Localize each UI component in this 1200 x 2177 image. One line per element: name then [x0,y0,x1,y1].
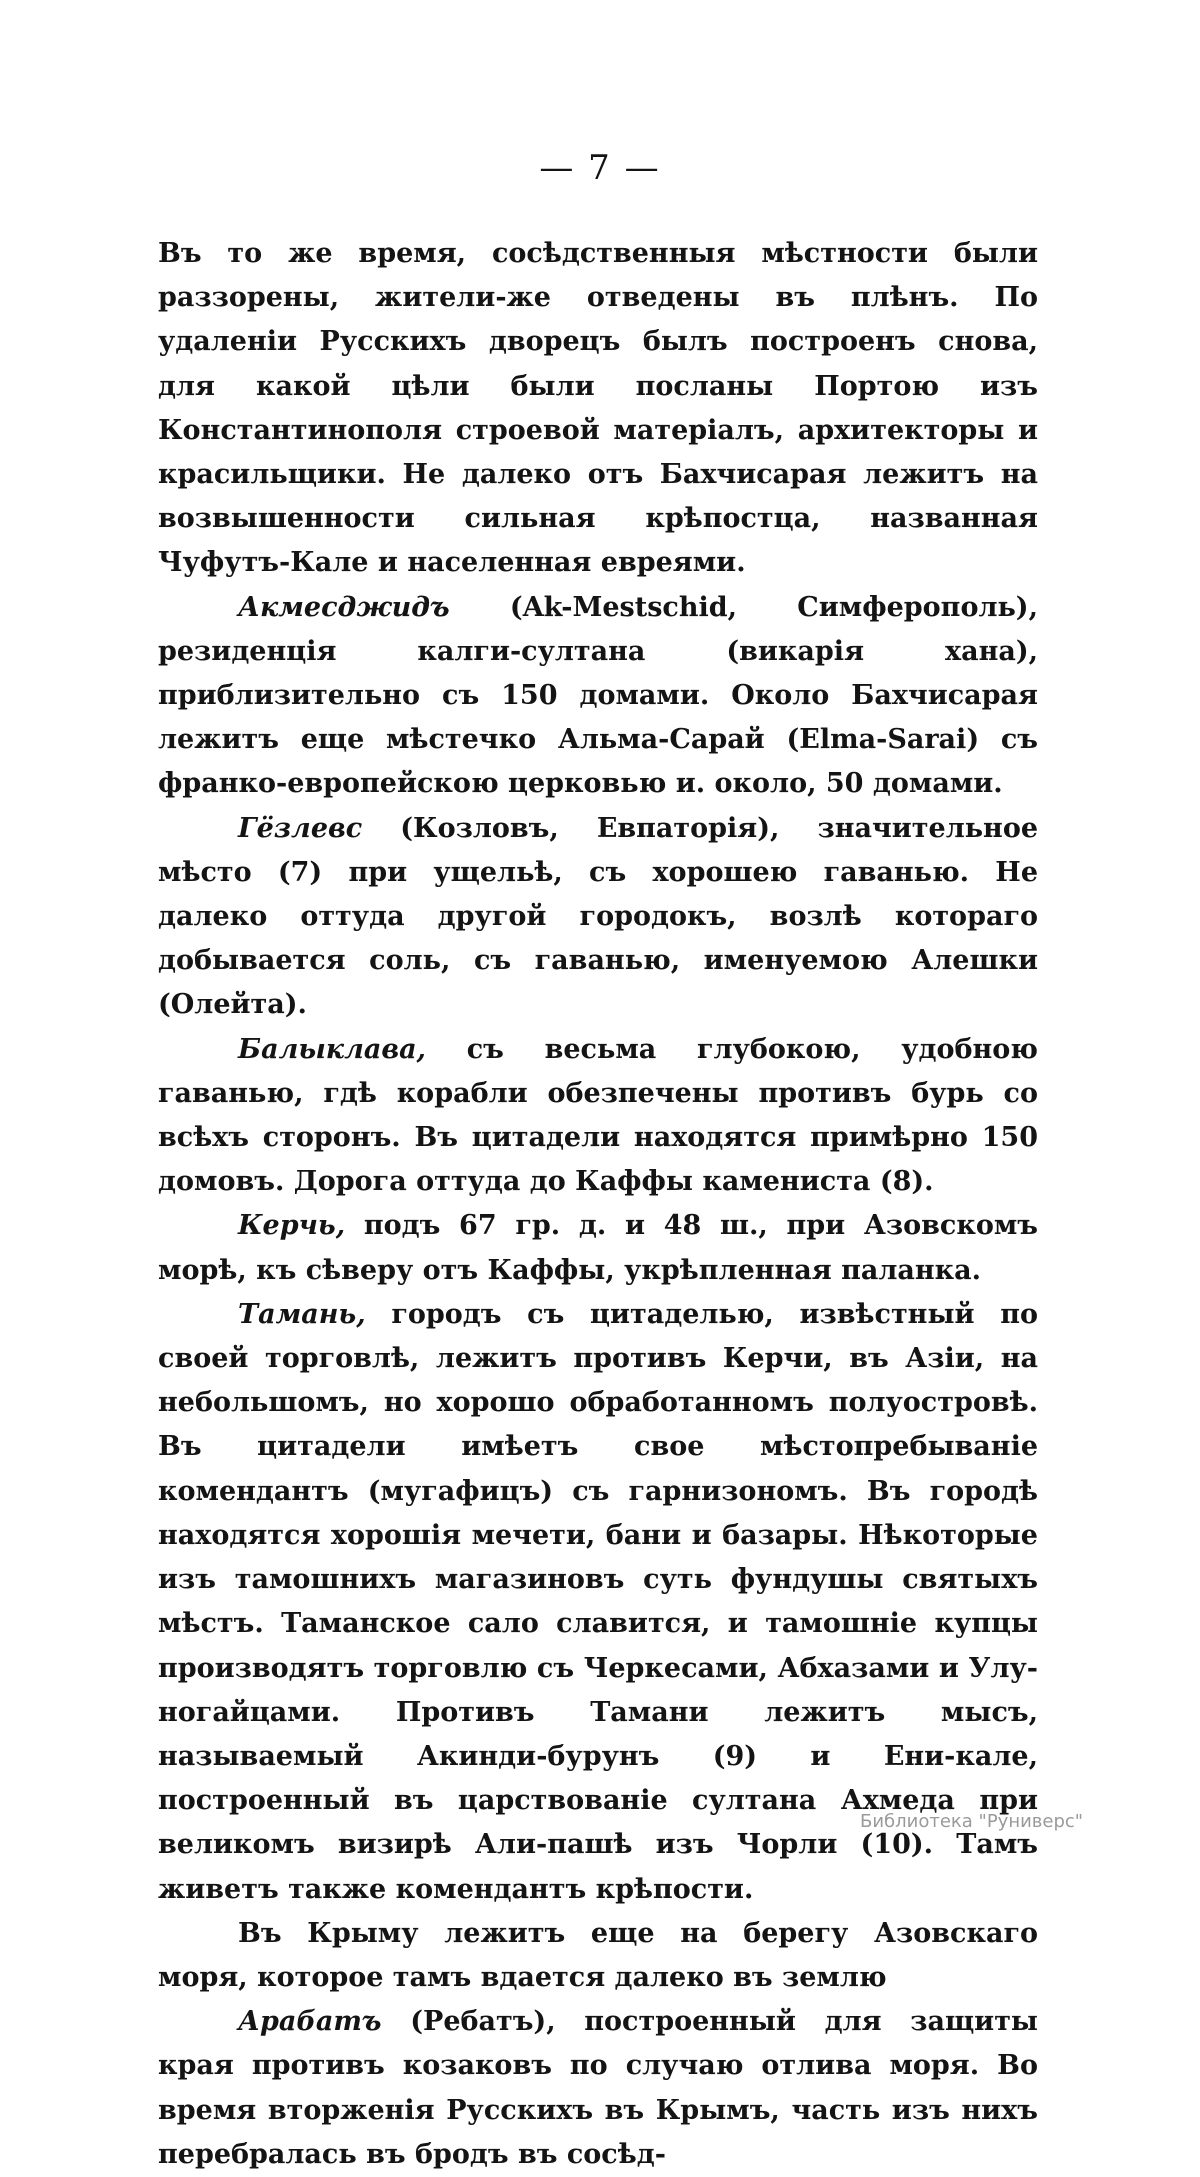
paragraph-text: городъ съ цитаделью, извѣстный по своей торговлѣ, лежитъ противъ Керчи, въ Азіи, на небольшомъ, но хорошо обработанномъ полуостровѣ. Въ цитадели имѣетъ свое мѣстопребываніе комендантъ (мугафицъ) съ гарнизономъ. Въ городѣ находятся хорошія мечети, бани и базары. Нѣкоторые изъ тамошнихъ магазиновъ суть фундушы святыхъ мѣстъ. Таманское сало славится, и тамошніе купцы производятъ торговлю съ Черкесами, Абхазами и Улу-ногайцами. Противъ Тамани лежитъ мысъ, называемый Акинди-бурунъ (9) и Ени-кале, построенный въ царствованіе султана Ахмеда при великомъ визирѣ Али-пашѣ изъ Чорли (10). Тамъ живетъ также комендантъ крѣпости. [158,1298,1038,1905]
place-name: Керчь, [238,1210,346,1242]
paragraph-balyklava [158,1028,1038,1205]
place-name: Акмесджидъ [238,591,450,623]
paragraph-text: Въ Крыму лежитъ еще на берегу Азовскаго моря, которое тамъ вдается далеко въ землю [158,1917,1038,1993]
place-name: Гёзлевс [238,812,363,844]
paragraph-text: Въ то же время, сосѣдственныя мѣстности были раззорены, жители-же отведены въ плѣнъ. По удаленіи Русскихъ дворецъ былъ построенъ снова, для какой цѣли были посланы Портою изъ Константинополя строевой матеріалъ, архитекторы и красильщики. Не далеко отъ Бахчисарая лежитъ на возвышенности сильная крѣпостца, названная Чуфутъ-Кале и населенная евреями. [158,238,1038,579]
paragraph-azov-sea [158,1912,1038,2000]
page-number: — 7 — [539,148,661,188]
paragraph-text: подъ 67 гр. д. и 48 ш., при Азовскомъ морѣ, къ сѣверу отъ Каффы, укрѣпленная паланка. [158,1210,1038,1286]
paragraph-text: (Козловъ, Евпаторія), значительное мѣсто (7) при ущельѣ, съ хорошею гаванью. Не далеко оттуда другой городокъ, возлѣ котораго добывается соль, съ гаванью, именуемою Алешки (Олейта). [158,812,1038,1021]
text-block [158,232,1038,2177]
paragraph-kerch [158,1204,1038,1292]
paragraph-akmesdzhid [158,586,1038,807]
paragraph-gezlev [158,807,1038,1028]
paragraph-text: (Ak-Mestschid, Симферополь), резиденція калги-султана (викарія хана), приблизительно съ 150 домами. Около Бахчисарая лежитъ еще мѣстечко Альма-Сарай (Elma-Sarai) съ франко-европейскою церковью и. около, 50 домами. [158,591,1038,800]
paragraph-arabat [158,2000,1038,2177]
place-name: Балыклава, [238,1033,426,1065]
paragraph-1 [158,232,1038,586]
place-name: Тамань, [238,1298,366,1330]
paragraph-text: (Ребатъ), построенный для защиты края противъ козаковъ по случаю отлива моря. Во время вторженія Русскихъ въ Крымъ, часть изъ нихъ перебралась въ бродъ въ сосѣд- [158,2006,1038,2170]
place-name: Арабатъ [238,2006,382,2038]
library-watermark: Библиотека "Руниверс" [860,1811,1084,1832]
paragraph-text: съ весьма глубокою, удобною гаванью, гдѣ корабли обезпечены противъ бурь со всѣхъ сторонъ. Въ цитадели находятся примѣрно 150 домовъ. Дорога оттуда до Каффы каменистa (8). [158,1033,1038,1198]
